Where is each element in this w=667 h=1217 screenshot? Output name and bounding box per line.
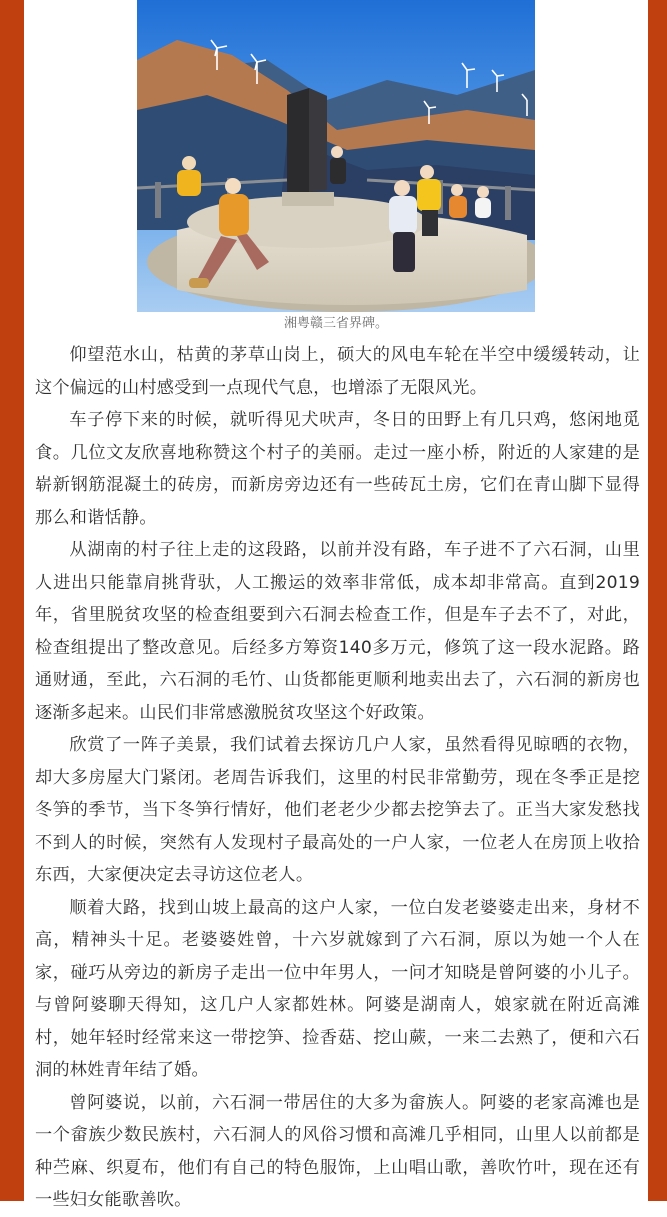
paragraph: 车子停下来的时候，就听得见犬吠声，冬日的田野上有几只鸡，悠闲地觅食。几位文友欣喜地称赞这个村子的美丽。走过一座小桥，附近的人家建的是崭新钢筋混凝土的砖房，而新房旁边还有一些砖瓦土房，它们在青山脚下显得那么和谐恬静。 bbox=[35, 410, 640, 528]
right-border-decoration bbox=[648, 0, 667, 1201]
paragraph: 仰望范水山，枯黄的茅草山岗上，硕大的风电车轮在半空中缓缓转动，让这个偏远的山村感受到一点现代气息，也增添了无限风光。 bbox=[35, 345, 640, 398]
paragraph: 从湖南的村子往上走的这段路，以前并没有路，车子进不了六石洞，山里人进出只能靠肩挑背驮，人工搬运的效率非常低，成本却非常高。直到2019年，省里脱贫攻坚的检查组要到六石洞去检查工作，但是车子去不了，对此，检查组提出了整改意见。后经多方筹资140多万元，修筑了这一段水泥路。路通财通，至此，六石洞的毛竹、山货都能更顺利地卖出去了，六石洞的新房也逐渐多起来。山民们非常感激脱贫攻坚这个好政策。 bbox=[35, 540, 640, 723]
photo-boundary-marker bbox=[137, 0, 535, 312]
paragraph: 欣赏了一阵子美景，我们试着去探访几户人家，虽然看得见晾晒的衣物，却大多房屋大门紧闭。老周告诉我们，这里的村民非常勤劳，现在冬季正是挖冬笋的季节，当下冬笋行情好，他们老老少少都去挖笋去了。正当大家发愁找不到人的时候，突然有人发现村子最高处的一户人家，一位老人在房顶上收拾东西，大家便决定去寻访这位老人。 bbox=[35, 735, 640, 885]
photo-caption: 湘粤赣三省界碑。 bbox=[283, 316, 388, 331]
paragraph: 顺着大路，找到山坡上最高的这户人家，一位白发老婆婆走出来，身材不高，精神头十足。老婆婆姓曾，十六岁就嫁到了六石洞，原以为她一个人在家，碰巧从旁边的新房子走出一位中年男人，一问才知晓是曾阿婆的小儿子。与曾阿婆聊天得知，这几户人家都姓林。阿婆是湖南人，娘家就在附近高滩村，她年轻时经常来这一带挖笋、捡香菇、挖山蕨，一来二去熟了，便和六石洞的林姓青年结了婚。 bbox=[35, 897, 640, 1080]
article-body bbox=[35, 339, 640, 1217]
paragraph: 曾阿婆说，以前，六石洞一带居住的大多为畲族人。阿婆的老家高滩也是一个畲族少数民族村，六石洞人的风俗习惯和高滩几乎相同，山里人以前都是种苎麻、织夏布，他们有自己的特色服饰，上山唱山歌，善吹竹叶，现在还有一些妇女能歌善吹。 bbox=[35, 1092, 640, 1210]
left-border-decoration bbox=[0, 0, 24, 1201]
